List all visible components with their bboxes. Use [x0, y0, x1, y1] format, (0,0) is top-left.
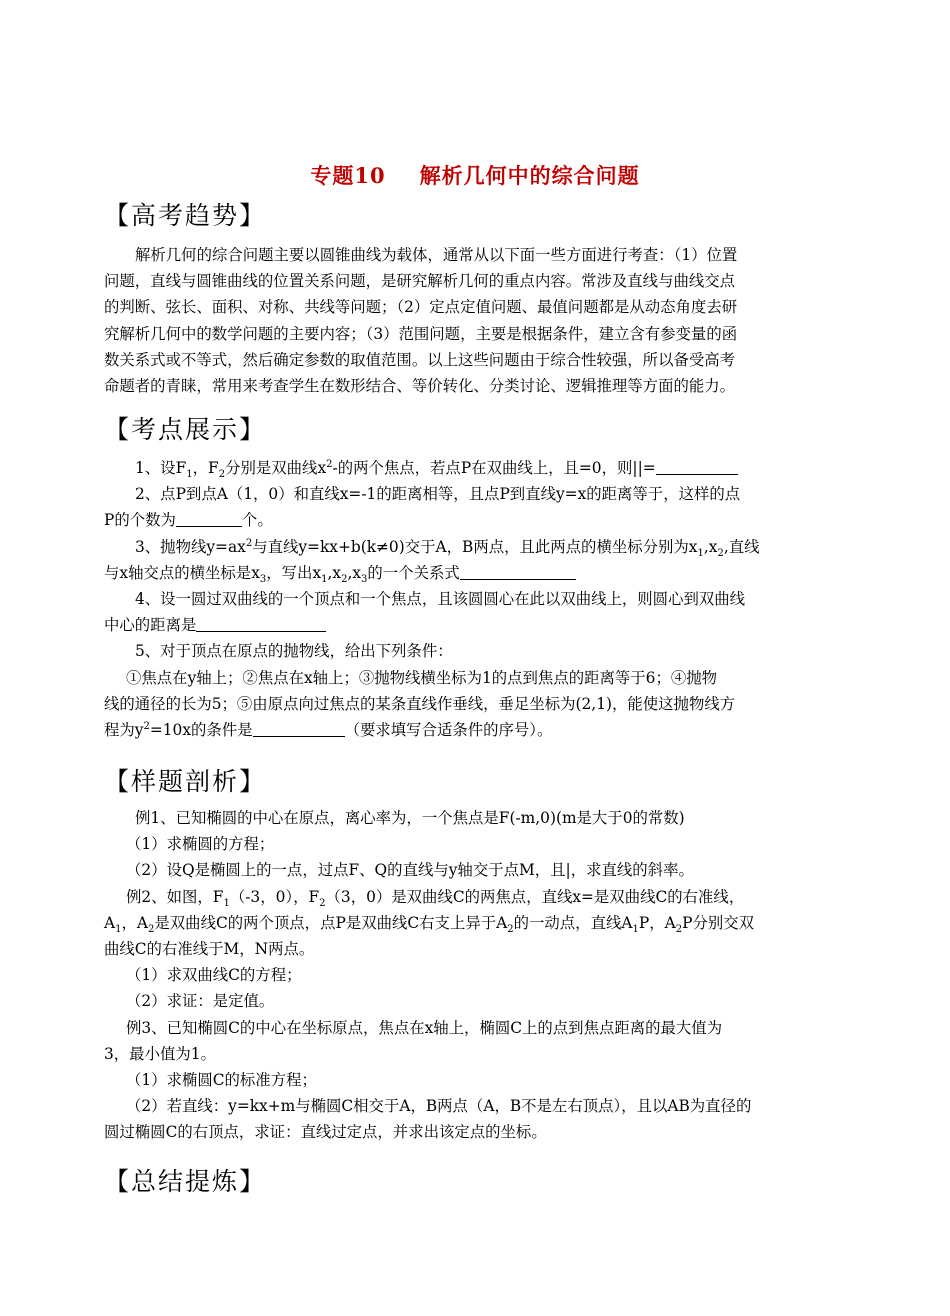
- q3-sup: 2: [245, 537, 253, 549]
- q5-text: （要求填写合适条件的序号）。: [344, 721, 553, 740]
- example-1: 例1、已知椭圆的中心在原点，离心率为，一个焦点是F(-m,0)(m是大于0的常数): [135, 809, 685, 827]
- example-2-part2: （2）求证：是定值。: [126, 992, 275, 1011]
- question-2: 2、点P到点A（1，0）和直线x=-1的距离相等，且点P到直线y=x的距离等于，这样的点: [135, 485, 741, 504]
- q3-text: ,x: [347, 563, 362, 582]
- section-heading-points: 【考点展示】: [104, 415, 267, 444]
- ex2-sub: 2: [675, 923, 683, 935]
- q1-text-a: 1、设F: [135, 459, 187, 477]
- ex2-text: 是双曲线C的两个顶点，点P是双曲线C右支上异于A: [154, 913, 508, 932]
- ex2-sub: 1: [115, 923, 122, 935]
- ex2-sub: 1: [632, 923, 639, 935]
- q3-sub: 3: [259, 573, 267, 585]
- ex2-text: （-3，0），F: [229, 887, 320, 906]
- ex2-text: A: [104, 913, 116, 932]
- q5-sup: 2: [143, 720, 150, 732]
- q1-text-c: 分别是双曲线x: [225, 459, 327, 477]
- ex2-sub: 1: [223, 897, 230, 909]
- example-1-part2: （2）设Q是椭圆上的一点，过点F、Q的直线与y轴交于点M，且|，求直线的斜率。: [126, 861, 694, 880]
- question-4-cont: [104, 612, 840, 638]
- q3-sub: 2: [717, 547, 724, 559]
- section-heading-trend: 【高考趋势】: [104, 201, 267, 230]
- answer-blank: [176, 510, 242, 527]
- q2-text-a: P的个数为: [104, 511, 176, 530]
- trend-line: 命题者的青睐，常用来考查学生在数形结合、等价转化、分类讨论、逻辑推理等方面的能力。: [104, 377, 736, 396]
- trend-line: 的判断、弦长、面积、对称、共线等问题；（2）定点定值问题、最值问题都是从动态角度去研: [104, 298, 738, 317]
- q3-text: ，写出x: [266, 563, 322, 582]
- example-2-cont: [104, 910, 840, 936]
- example-1-part1: （1）求椭圆的方程；: [126, 835, 275, 854]
- q3-text: 与直线y=kx+b(k≠0)交于A，B两点，且此两点的横坐标分别为x: [252, 537, 698, 556]
- question-5-options-cont: 线的通径的长为5；⑤由原点向过焦点的某条直线作垂线，垂足坐标为(2,1)，能使这抛物线方: [104, 694, 736, 713]
- ex2-sub: 2: [148, 923, 155, 935]
- question-5-options: ①焦点在y轴上；②焦点在x轴上；③抛物线横坐标为1的点到焦点的距离等于6；④抛物: [126, 668, 718, 687]
- answer-blank: [253, 720, 345, 737]
- example-3-part2: （2）若直线：y=kx+m与椭圆C相交于A，B两点（A，B不是左右顶点），且以AB为直径的: [126, 1097, 752, 1116]
- q3-sub: 1: [697, 547, 704, 559]
- q2-text-b: 个。: [241, 511, 273, 530]
- question-5-end: [104, 717, 840, 743]
- ex2-sub: 2: [319, 897, 326, 909]
- q1-sub: 2: [218, 469, 226, 481]
- q3-sub: 2: [341, 573, 348, 585]
- question-3-cont: [104, 560, 840, 586]
- question-4: 4、设一圆过双曲线的一个顶点和一个焦点，且该圆圆心在此以双曲线上，则圆心到双曲线: [135, 590, 746, 609]
- ex2-text: 的一动点，直线A: [513, 913, 633, 932]
- ex2-sub: 2: [507, 923, 514, 935]
- section-heading-summary: 【总结提炼】: [104, 1167, 267, 1196]
- q3-text: ,直线: [723, 537, 760, 556]
- trend-line: 数关系式或不等式，然后确定参数的取值范围。以上这些问题由于综合性较强，所以备受高考: [104, 350, 736, 369]
- trend-line: 问题，直线与圆锥曲线的位置关系问题，是研究解析几何的重点内容。常涉及直线与曲线交点: [104, 272, 736, 291]
- trend-line: 究解析几何中的数学问题的主要内容；（3）范围问题，主要是根据条件，建立含有参变量的函: [104, 324, 738, 343]
- example-2-part1: （1）求双曲线C的方程；: [126, 966, 302, 985]
- q1-text-d: -的两个焦点，若点P在双曲线上，且=0，则||=: [332, 459, 656, 477]
- answer-blank: [656, 458, 738, 475]
- q5-text: 程为y: [104, 721, 144, 740]
- question-5: 5、对于顶点在原点的抛物线，给出下列条件：: [135, 642, 453, 661]
- q4-text: 中心的距离是: [104, 616, 197, 635]
- q3-text: 的一个关系式: [367, 563, 460, 582]
- example-2: [104, 884, 840, 910]
- question-3: [104, 534, 840, 560]
- q5-text: =10x的条件是: [149, 721, 253, 740]
- question-1: [104, 455, 840, 481]
- q3-text: ,x: [327, 563, 342, 582]
- trend-paragraph: [104, 242, 840, 399]
- question-2-cont: [104, 507, 840, 533]
- example-3-cont: 3，最小值为1。: [104, 1044, 216, 1063]
- q3-text: 3、抛物线y=ax: [135, 537, 246, 556]
- ex2-text: P分别交双: [682, 913, 755, 932]
- answer-blank: [196, 615, 326, 632]
- example-list: [104, 805, 840, 1146]
- trend-line: 解析几何的综合问题主要以圆锥曲线为载体，通常从以下面一些方面进行考查：（1）位置: [135, 246, 738, 264]
- ex2-text: （3，0）是双曲线C的两焦点，直线x=是双曲线C的右准线，: [325, 887, 745, 906]
- example-3-part2-cont: 圆过椭圆C的右顶点，求证：直线过定点，并求出该定点的坐标。: [104, 1123, 547, 1142]
- ex2-text: P，A: [638, 913, 676, 932]
- ex2-text: 例2、如图，F: [126, 887, 224, 906]
- example-2-cont2: 曲线C的右准线于M，N两点。: [104, 940, 315, 959]
- q1-sup: 2: [326, 458, 333, 470]
- q3-sub: 3: [361, 573, 368, 585]
- q1-text-b: ，F: [192, 459, 219, 477]
- question-list: [104, 455, 840, 743]
- q3-text: 与x轴交点的横坐标是x: [104, 563, 260, 582]
- q1-sub: 1: [186, 469, 193, 481]
- page-title: [0, 160, 950, 190]
- example-3-part1: （1）求椭圆C的标准方程；: [126, 1071, 317, 1090]
- title-main: 解析几何中的综合问题: [419, 163, 640, 188]
- section-heading-examples: 【样题剖析】: [104, 767, 267, 796]
- title-prefix: 专题10: [310, 163, 386, 188]
- example-3: 例3、已知椭圆C的中心在坐标原点，焦点在x轴上，椭圆C上的点到焦点距离的最大值为: [126, 1018, 723, 1037]
- answer-blank: [460, 563, 576, 580]
- q3-sub: 1: [321, 573, 328, 585]
- ex2-text: ，A: [121, 913, 149, 932]
- q3-text: ,x: [703, 537, 718, 556]
